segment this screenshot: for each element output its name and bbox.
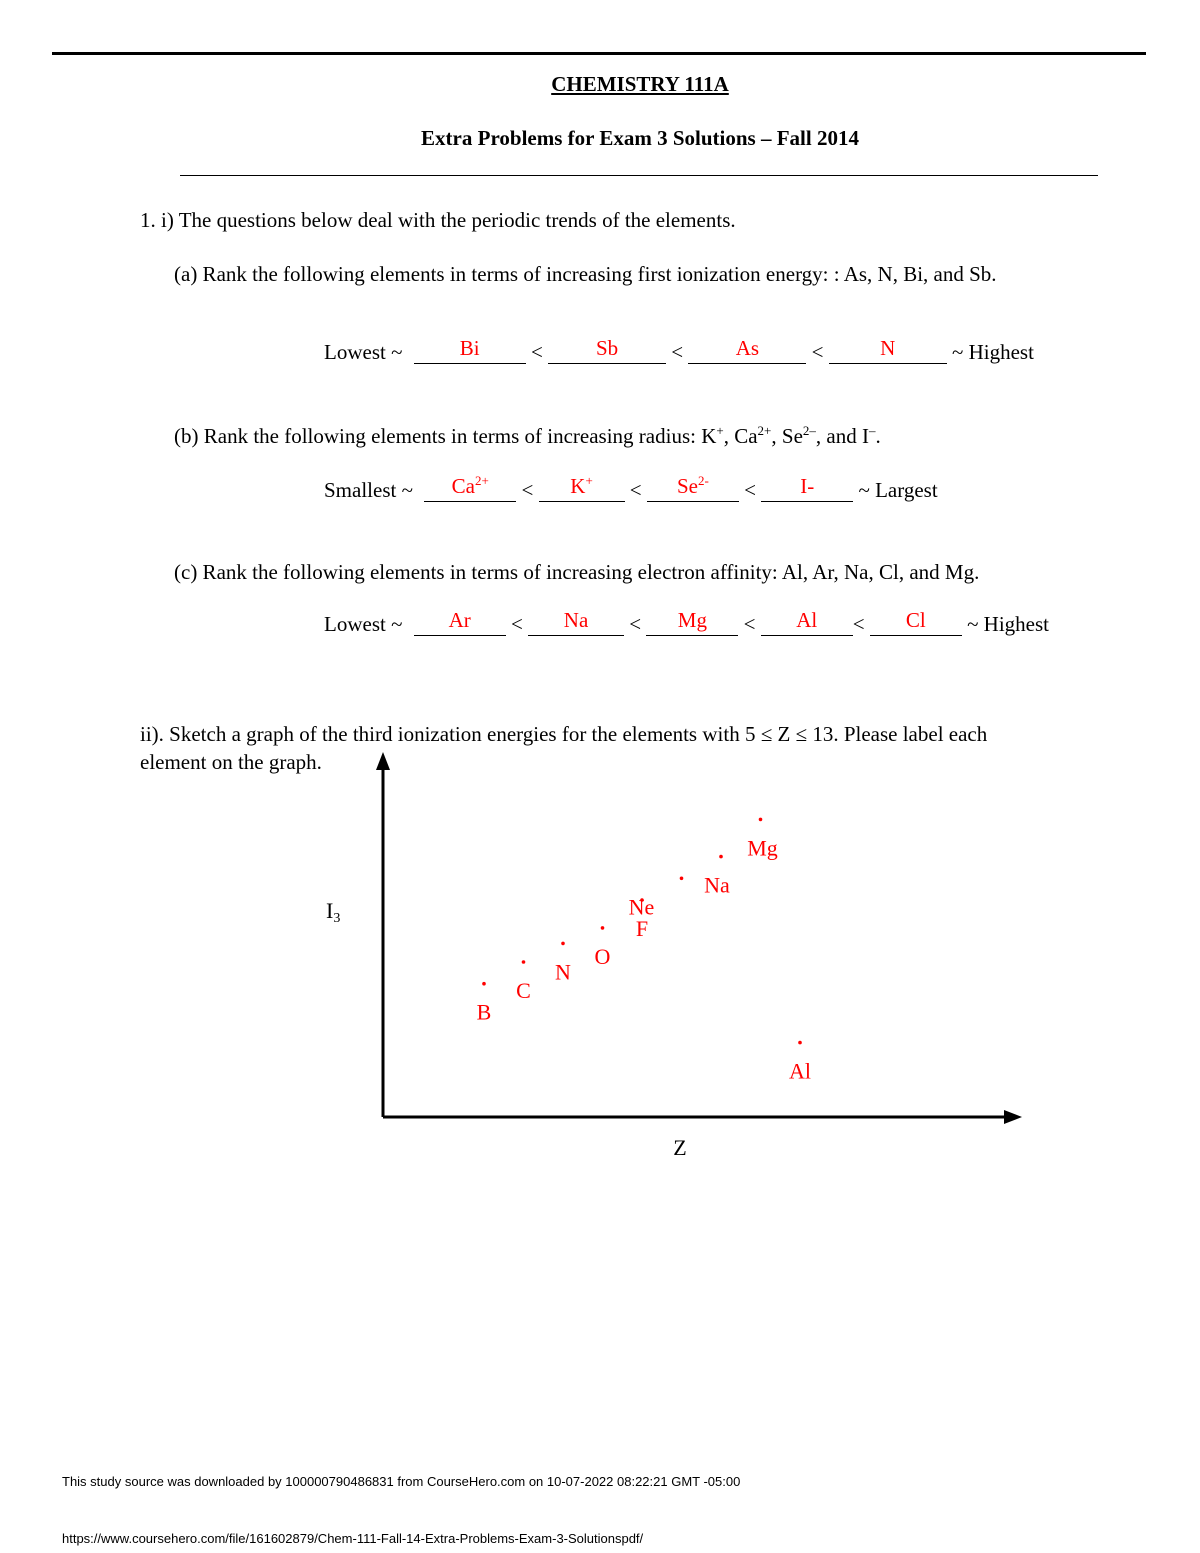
low-label: Lowest ~ [324,340,403,364]
q2-line2: element on the graph. [140,750,322,774]
answer-value: Al [796,608,818,632]
data-point-n [561,942,565,946]
point-label-f: F [635,916,649,941]
point-label-c: C [516,978,531,1003]
answer-value: Sb [595,336,619,360]
x-axis-label: Z [673,1135,687,1160]
answer-value: N [880,336,896,360]
answer-value: Ar [448,608,471,632]
y-axis-arrowhead [376,752,390,770]
q1b-answer-line: Smallest ~ $Ca^{2+} < K^+ < Se^{2-} < I-$ ~ Largest [324,473,938,502]
data-point-o [601,926,605,930]
point-label-o: O [594,943,611,969]
data-point-ne [680,877,684,881]
answer-value: Cl [905,608,926,632]
answer-value: $Ca^{2+}$ [451,473,489,498]
data-point-mg [759,818,763,822]
low-label: Lowest ~ [324,612,403,636]
q1a-answer-line: Lowest ~ Bi < Sb < As < N ~ Highest [324,336,1034,364]
high-label: ~ Highest [967,612,1050,636]
page-subtitle: Extra Problems for Exam 3 Solutions – Fall 2014 [421,126,859,150]
point-label-b: B [476,999,492,1025]
point-label-mg: Mg [747,835,778,861]
answer-value: Na [563,608,589,632]
y-axis-label: I3 [326,898,341,926]
course-title: CHEMISTRY 111A [551,72,729,96]
q2-line1: ii). Sketch a graph of the third ionization energies for the elements with 5 ≤ Z ≤ 13. Please label each [140,722,988,746]
q1c-question: (c) Rank the following elements in terms of increasing electron affinity: Al, Ar, Na, Cl, and Mg. [174,560,980,584]
q1c-answer-line: Lowest ~ Ar < Na < Mg < Al < Cl ~ Highest [324,608,1050,636]
answer-value: Mg [677,608,707,632]
point-label-ne: Ne [628,894,655,920]
point-label-na: Na [704,872,730,898]
high-label: ~ Highest [951,340,1034,364]
point-label-n: N [555,959,571,985]
footer-url: https://www.coursehero.com/file/161602879/Chem-111-Fall-14-Extra-Problems-Exam-3-Solutionspdf/ [62,1531,644,1546]
point-label-al: Al [789,1058,811,1084]
high-label: ~ Largest [858,478,938,502]
footer-source-note: This study source was downloaded by 100000790486831 from CourseHero.com on 10-07-2022 08:22:21 GMT -05:00 [62,1474,741,1489]
q1-intro: 1. i) The questions below deal with the periodic trends of the elements. [140,208,736,232]
data-point-b [482,982,486,986]
data-points [477,818,811,1084]
answer-value: K+ [570,473,593,498]
q1a-question: (a) Rank the following elements in terms of increasing first ionization energy: : As, N, Bi, and Sb. [174,262,997,286]
answer-value: As [735,336,760,360]
low-label: Smallest ~ [324,478,413,502]
answer-value: Bi [459,336,480,360]
data-point-al [798,1041,802,1045]
data-point-c [522,960,526,964]
data-point-na [719,855,723,859]
q1b-question: (b) Rank the following elements in terms of increasing radius: K+, $Ca^{2+}$, $Se^{2-}$, and I–. [174,423,881,448]
answer-value: I- [800,474,815,498]
x-axis-arrowhead [1004,1110,1022,1124]
answer-value: $Se^{2-}$ [676,473,709,498]
